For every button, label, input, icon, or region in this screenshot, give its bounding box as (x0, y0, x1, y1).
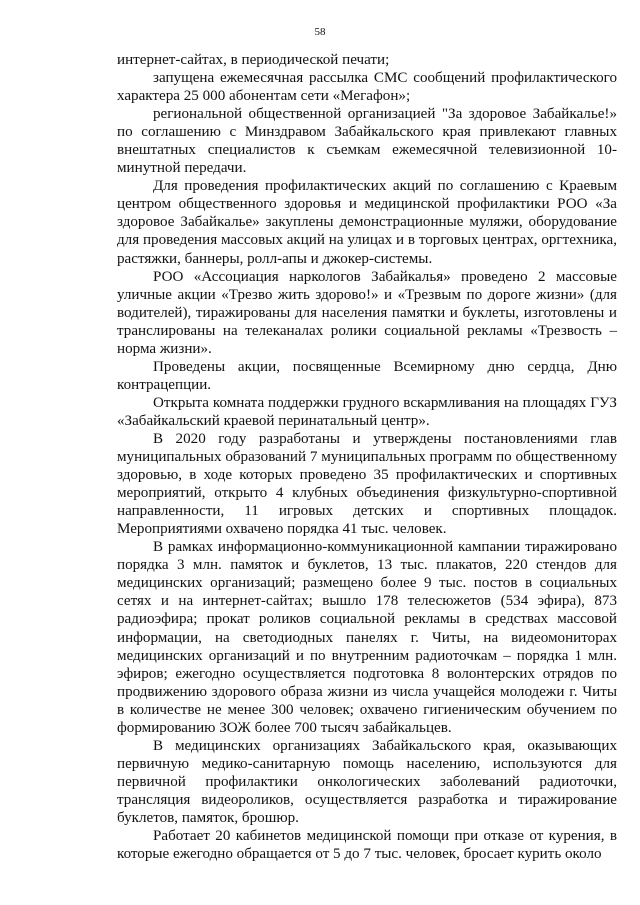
body-text (117, 51, 617, 863)
paragraph-sms-mailing: запущена ежемесячная рассылка СМС сообщений профилактического характера 25 000 абонентам сети «Мегафон»; (117, 70, 617, 105)
paragraph-breastfeeding-room: Открыта комната поддержки грудного вскармливания на площадях ГУЗ «Забайкальский краевой перинатальный центр». (117, 394, 617, 429)
paragraph-smoking-cessation: Работает 20 кабинетов медицинской помощи при отказе от курения, в которые ежегодно обращается от 5 до 7 тыс. человек, бросает курить около (117, 828, 617, 863)
paragraph-continuation: интернет-сайтах, в периодической печати; (117, 52, 390, 68)
paragraph-equipment: Для проведения профилактических акций по соглашению с Краевым центром общественного здоровья и медицинской профилактики РОО «За здоровое Забайкалье» закуплены демонстрационные муляжи, оборудование для проведения массовых акций на улицах и в торговых центрах, оргтехника, растяжки, баннеры, ролл-апы и джокер-системы. (117, 178, 617, 267)
paragraph-tv-program: региональной общественной организацией "За здоровое Забайкалье!» по соглашению с Минздравом Забайкальского края привлекают главных внештатных специалистов к съемкам ежемесячной телевизионной 10-минутной передачи. (117, 106, 617, 177)
page-number: 58 (314, 26, 326, 38)
paragraph-narcologists-actions: РОО «Ассоциация наркологов Забайкалья» проведено 2 массовые уличные акции «Трезво жить здорово!» и «Трезвым по дороге жизни» (для водителей), тиражированы для населения памятки и буклеты, изготовлены и транслированы на телеканалах ролики социальной рекламы «Трезвость – норма жизни». (117, 268, 617, 357)
paragraph-info-campaign: В рамках информационно-коммуникационной кампании тиражировано порядка 3 млн. памяток и буклетов, 13 тыс. плакатов, 220 стендов для медицинских организаций; размещено более 9 тыс. постов в социальных сетях и на интернет-сайтах; вышло 178 телесюжетов (534 эфира), 873 радиоэфира; прокат роликов социальной рекламы в средствах массовой информации, на светодиодных панелях г. Читы, на видеомониторах медицинских организаций и по внутренним радиоточкам – порядка 1 млн. эфиров; ежегодно осуществляется подготовка 8 волонтерских отрядов по продвижению здорового образа жизни из числа учащейся молодежи г. Читы в количестве не менее 300 человек; охвачено гигиеническим обучением по формированию ЗОЖ более 700 тысяч забайкальцев. (117, 539, 617, 736)
paragraph-municipal-programs: В 2020 году разработаны и утверждены постановлениями глав муниципальных образований 7 муниципальных программ по общественному здоровью, в ходе которых проведено 35 профилактических и спортивных мероприятий, открыто 4 клубных объединения физкультурно-спортивной направленности, 11 игровых детских и спортивных площадок. Мероприятиями охвачено порядка 41 тыс. человек. (117, 430, 617, 538)
paragraph-heart-day: Проведены акции, посвященные Всемирному дню сердца, Дню контрацепции. (117, 358, 617, 393)
paragraph-oncology-prevention: В медицинских организациях Забайкальского края, оказывающих первичную медико-санитарную помощь населению, используются для первичной профилактики онкологических заболеваний радиоточки, трансляция видеороликов, осуществляется разработка и тиражирование буклетов, памяток, брошюр. (117, 737, 617, 826)
